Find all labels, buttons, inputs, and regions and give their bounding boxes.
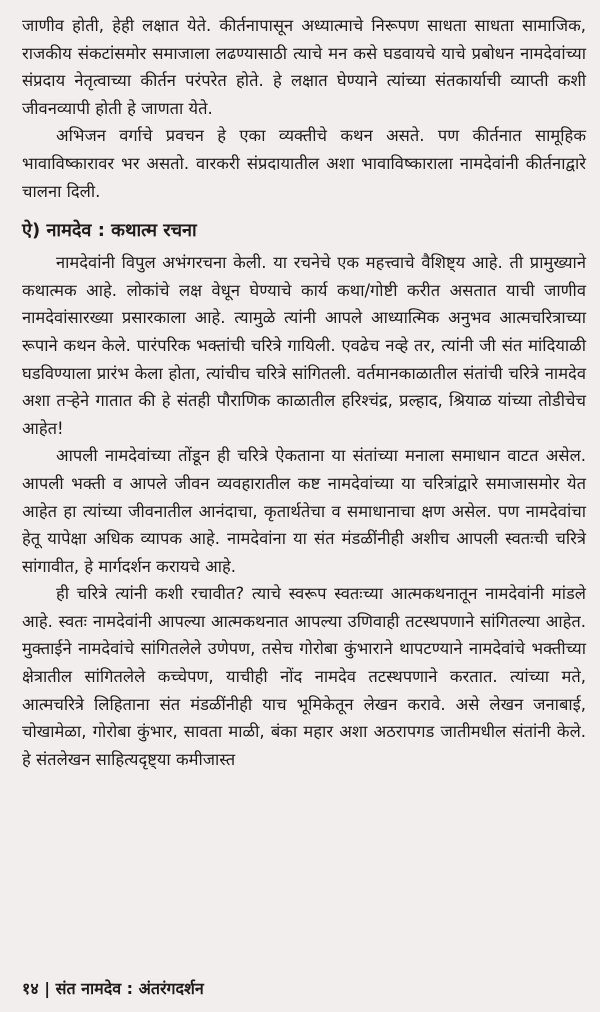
section-heading: ऐ) नामदेव : कथात्म रचना [22, 220, 197, 242]
page-footer: १४ | संत नामदेव : अंतरंगदर्शन [22, 979, 204, 998]
paragraph: ही चरित्रे त्यांनी कशी रचावीत? त्याचे स्वरूप स्वतःच्या आत्मकथनातून नामदेवांनी मांडले आहे. स्वतः नामदेवांनी आपल्या आत्मकथनात आपल्या उणिवाही तटस्थपणाने सांगितल्या आहेत. मुक्ताईने नामदेवांचे सांगितलेले उणेपण, तसेच गोरोबा कुंभाराने थापटण्याने नामदेवांचे भक्तीच्या क्षेत्रातील सांगितलेले कच्चेपण, याचीही नोंद नामदेव तटस्थपणाने करतात. त्यांच्या मते, आत्मचरित्रे लिहिताना संत मंडळींनीही याच भूमिकेतून लेखन करावे. असे लेखन जनाबाई, चोखामेळा, गोरोबा कुंभार, सावता माळी, बंका महार अशा अठरापगड जातीमधील संतांनी केले. हे संतलेखन साहित्यदृष्ट्या कमीजास्त [22, 584, 586, 769]
paragraph: आपली नामदेवांच्या तोंडून ही चरित्रे ऐकताना या संतांच्या मनाला समाधान वाटत असेल. आपली भक्ती व आपले जीवन व्यवहारातील कष्ट नामदेवांच्या या चरित्रांद्वारे समाजासमोर येत आहेत हा त्यांच्या जीवनातील आनंदाचा, कृतार्थतेचा व समाधानाचा क्षण असेल. पण नामदेवांचा हेतू यापेक्षा अधिक व्यापक आहे. नामदेवांना या संत मंडळींनीही अशीच आपली स्वतःची चरित्रे सांगावीत, हे मार्गदर्शन करायचे आहे. [22, 446, 586, 576]
paragraph: जाणीव होती, हेही लक्षात येते. कीर्तनापासून अध्यात्माचे निरूपण साधता साधता सामाजिक, राजकीय संकटांसमोर समाजाला लढण्यासाठी त्याचे मन कसे घडवायचे याचे प्रबोधन नामदेवांच्या संप्रदाय नेतृत्वाच्या कीर्तन परंपरेत होते. हे लक्षात घेण्याने त्यांच्या संतकार्याची व्याप्ती कशी जीवनव्यापी होती हे जाणता येते. [22, 16, 586, 118]
paragraph: नामदेवांनी विपुल अभंगरचना केली. या रचनेचे एक महत्त्वाचे वैशिष्ट्य आहे. ती प्रामुख्याने कथात्मक आहे. लोकांचे लक्ष वेधून घेण्याचे कार्य कथा/गोष्टी करीत असतात याची जाणीव नामदेवांसारख्या प्रसारकाला आहे. त्यामुळे त्यांनी आपले आध्यात्मिक अनुभव आत्मचरित्राच्या रूपाने कथन केले. पारंपरिक भक्तांची चरित्रे गायिली. एवढेच नव्हे तर, त्यांनी जी संत मांदियाळी घडविण्याला प्रारंभ केला होता, त्यांचीच चरित्रे सांगितली. वर्तमानकाळातील संतांची चरित्रे नामदेव अशा तऱ्हेने गातात की हे संतही पौराणिक काळातील हरिश्चंद्र, प्रल्हाद, श्रियाळ यांच्या तोडीचेच आहेत! [22, 253, 586, 438]
paragraph: अभिजन वर्गाचे प्रवचन हे एका व्यक्तीचे कथन असते. पण कीर्तनात सामूहिक भावाविष्कारावर भर असतो. वारकरी संप्रदायातील अशा भावाविष्काराला नामदेवांनी कीर्तनाद्वारे चालना दिली. [22, 126, 586, 201]
